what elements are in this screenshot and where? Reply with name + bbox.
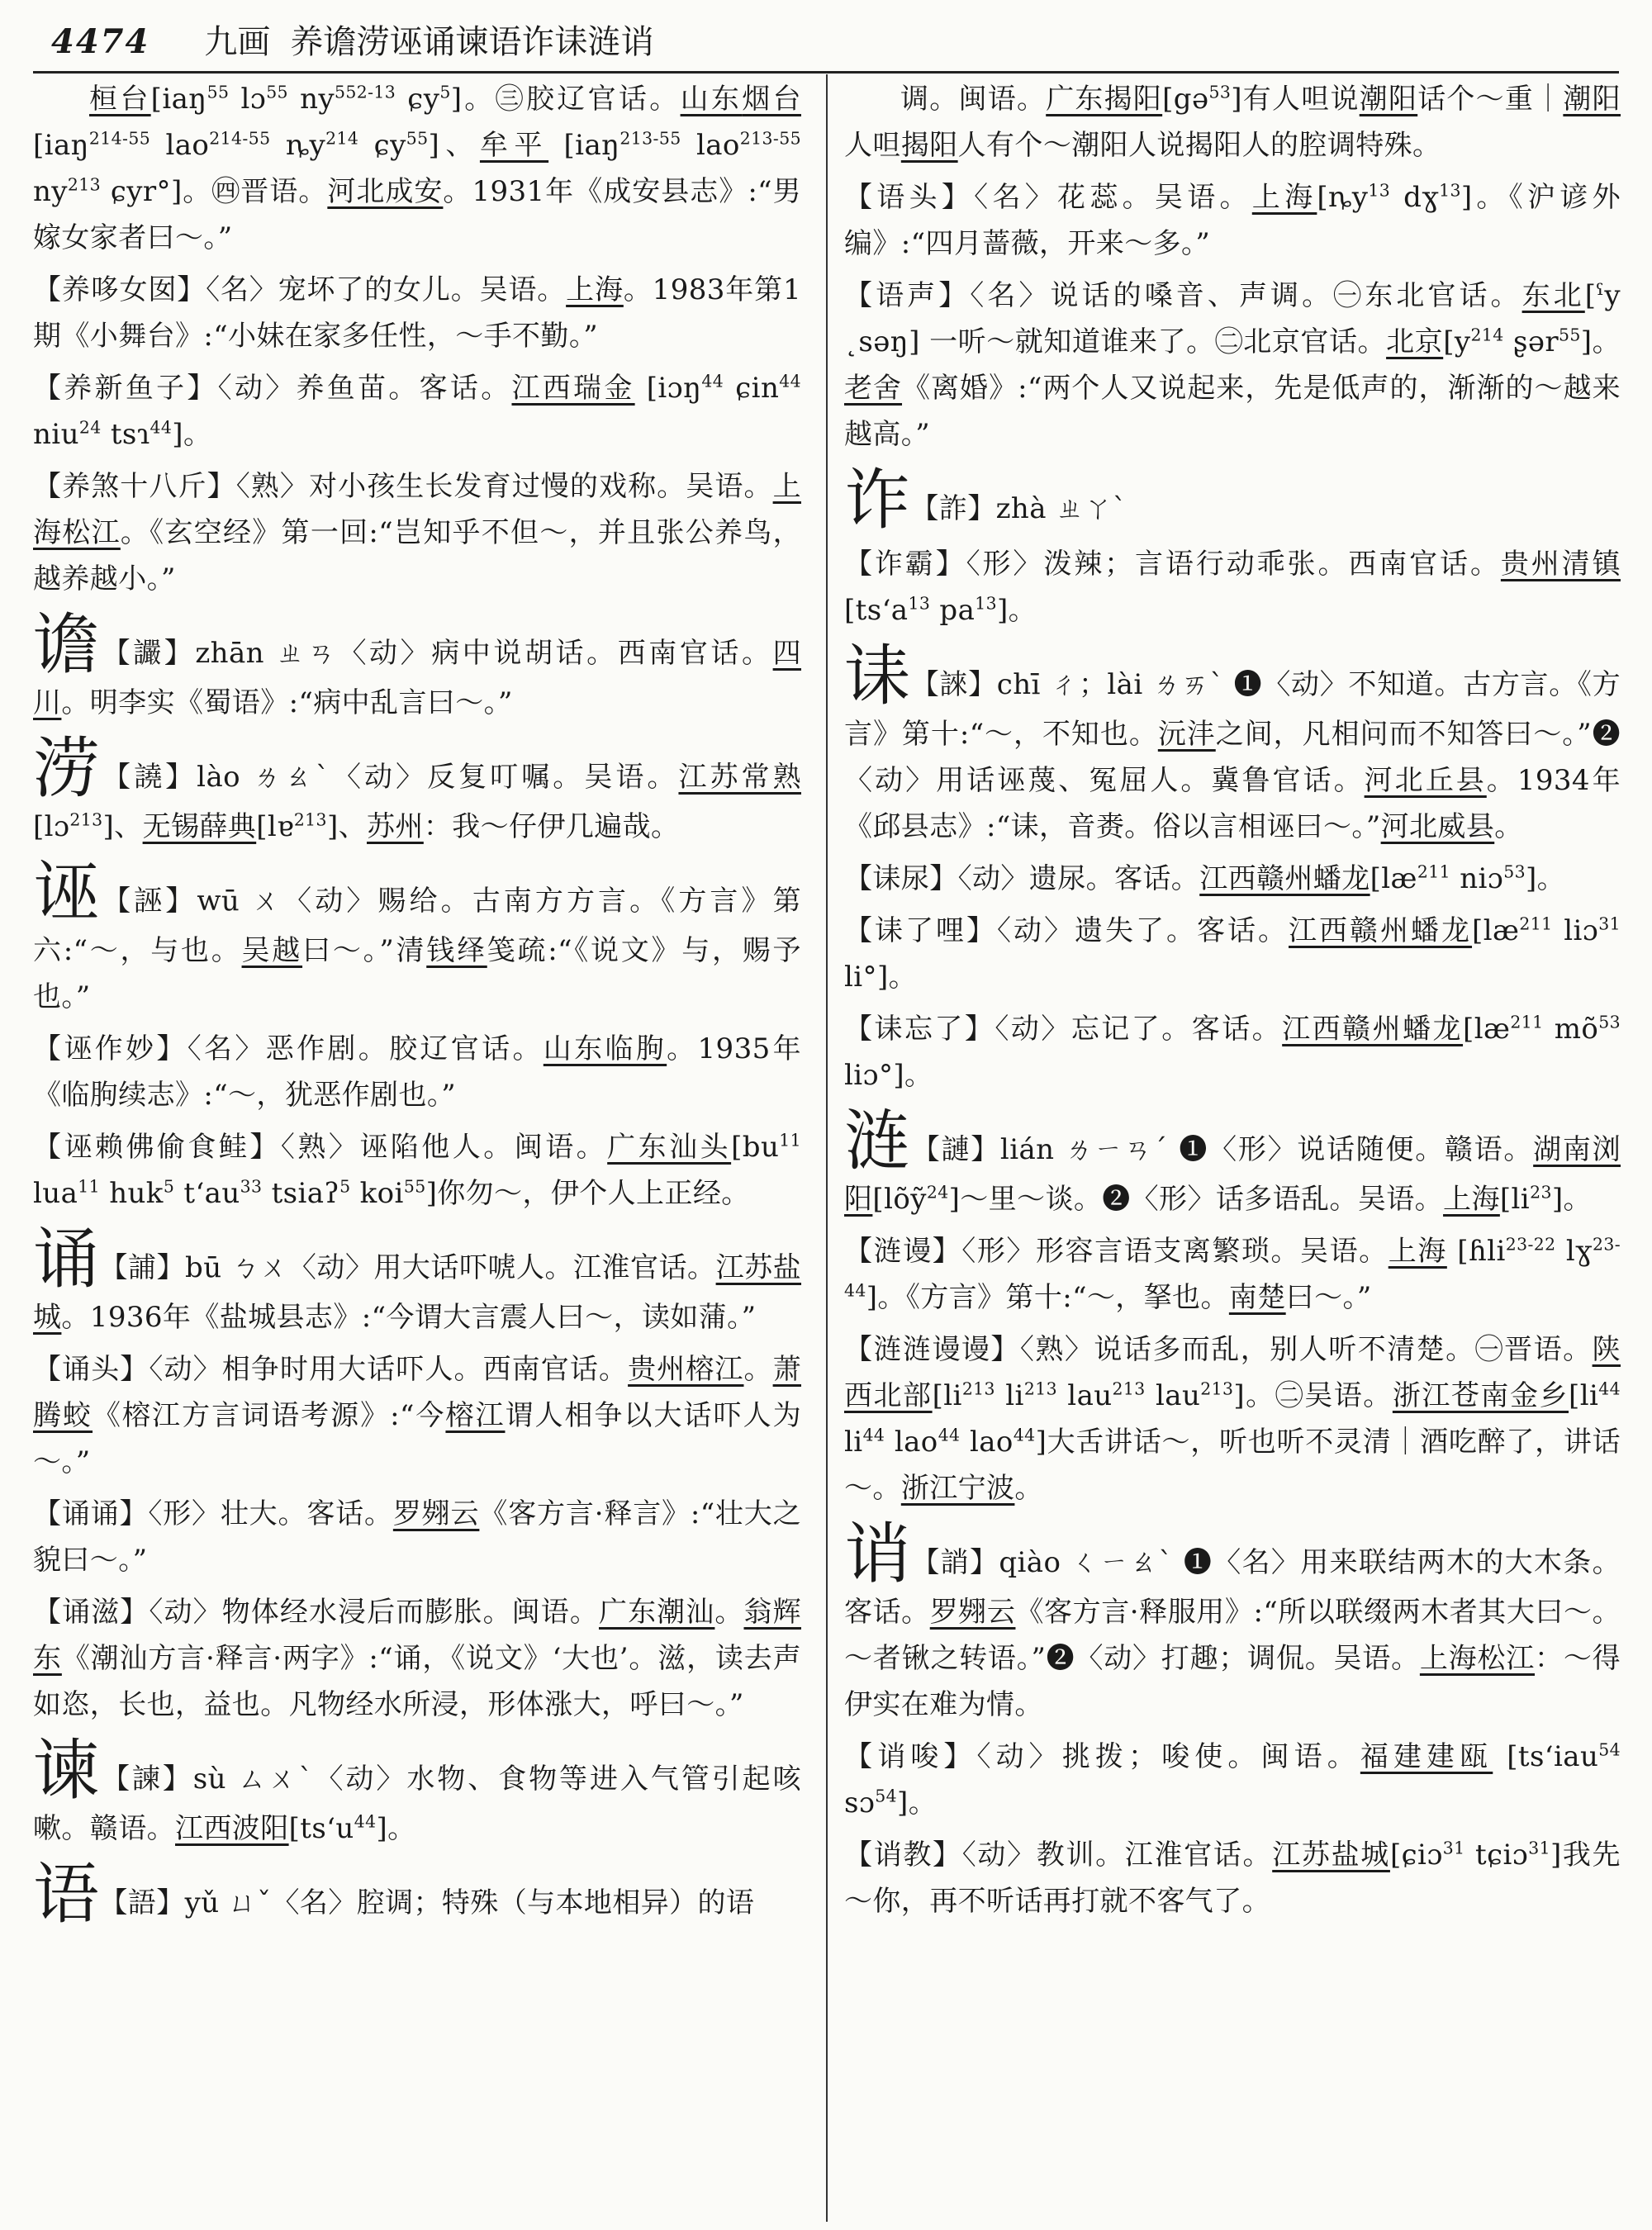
place-name: 浙江苍南金乡 (1392, 1379, 1569, 1412)
entry-text: lao (681, 129, 740, 162)
place-name: 四川 (33, 637, 802, 719)
entry-text: lɔ (229, 83, 267, 116)
entry-text: [læ (1370, 862, 1417, 895)
tone-superscript: 44 (701, 371, 724, 391)
tone-superscript: 214-55 (209, 128, 271, 149)
entry-text: 之间，凡相问而不知答曰～。”❷〈动〉用话诬蔑、冤屈人。冀鲁官话。 (844, 718, 1621, 797)
entry-text: 【涟涟谩谩】〈熟〉说话多而乱，别人听不清楚。㊀晋语。 (844, 1333, 1593, 1366)
place-name: 上海 (1251, 181, 1317, 214)
entry-text: [iaŋ (150, 83, 207, 116)
entry-text: 【诔尿】〈动〉遗尿。客话。 (844, 862, 1200, 895)
entry-text: 【诵滋】〈动〉物体经水浸后而膨胀。闽语。 (33, 1596, 599, 1629)
entry-text: 【语声】〈名〉说话的嗓音、声调。㊀东北官话。 (844, 279, 1522, 312)
entry-text: tsiaʔ (262, 1177, 340, 1210)
headword-character: 诵 (33, 1221, 100, 1298)
place-name: 上海 (1443, 1183, 1500, 1216)
entry-text: 【诬赖佛偷食鲑】〈熟〉诬陷他人。闽语。 (33, 1131, 608, 1164)
entry-text: ɕy (358, 129, 406, 162)
entry-text: [tsʻiau (1493, 1740, 1599, 1773)
entry-text: ʂər (1503, 325, 1559, 358)
headword-entry (33, 854, 801, 1020)
tone-superscript: 44 (862, 1425, 885, 1445)
entry-text: [li (932, 1379, 962, 1412)
tone-superscript: 44 (1598, 1378, 1621, 1399)
tone-superscript: 23-44 (844, 1234, 1621, 1301)
place-name: 湖南浏阳 (844, 1133, 1621, 1216)
entry-text: 人呾 (844, 129, 901, 162)
dictionary-entry (33, 1589, 801, 1728)
entry-text: 《离婚》:“两个人又说起来，先是低声的，渐渐的～越来越高。” (844, 372, 1621, 451)
tone-superscript: 5 (439, 82, 451, 102)
place-name: 广东揭阳 (1046, 83, 1163, 116)
tone-superscript: 211 (1519, 913, 1553, 934)
entry-text: ]。 (1551, 1183, 1592, 1216)
entry-text: 《潮汕方言·释言·两字》:“诵，《说文》‘大也’。滋，读去声如恣，长也，益也。凡物经水所浸，形体涨大，呼曰～。” (33, 1642, 801, 1721)
entry-text: ]、 (102, 810, 143, 843)
tone-superscript: 5 (339, 1176, 351, 1197)
tone-superscript: 23 (1530, 1182, 1552, 1203)
entry-text: li (995, 1379, 1024, 1412)
headword-character: 诮 (844, 1516, 912, 1592)
dictionary-entry (844, 1326, 1621, 1511)
entry-text: 。1936年《盐城县志》:“今谓大言震人曰～，读如蒲。” (61, 1301, 757, 1334)
place-name: 江西瑞金 (511, 372, 635, 405)
dictionary-entry (844, 541, 1621, 633)
entry-text: 。1935年《临朐续志》:“～，犹恶作剧也。” (33, 1032, 801, 1112)
dictionary-entry (33, 1026, 801, 1118)
place-name: 萧腾蛟 (33, 1353, 801, 1432)
tone-superscript: 5 (163, 1176, 175, 1197)
entry-text: ：我～仔伊几遍哉。 (423, 810, 680, 843)
tone-superscript: 53 (1598, 1012, 1621, 1032)
headword-character: 诔 (844, 638, 911, 714)
dictionary-entry (33, 267, 801, 359)
place-name: 上海松江 (33, 470, 801, 549)
tone-superscript: 11 (78, 1176, 100, 1197)
place-name: 上海松江 (1419, 1642, 1536, 1675)
entry-text: koi (350, 1177, 404, 1210)
page-number: 4474 (51, 22, 150, 61)
entry-text: 。 (1014, 1472, 1043, 1505)
entry-text: ]。 (1580, 325, 1621, 358)
tone-superscript: 13 (975, 593, 998, 614)
entry-text: huk (100, 1177, 164, 1210)
tone-superscript: 213 (293, 809, 327, 830)
place-name: 上海 (566, 273, 624, 306)
right-column (844, 76, 1621, 1930)
entry-text: ]我先～你，再不听话再打就不客气了。 (844, 1839, 1621, 1918)
entry-text: ny (33, 175, 68, 208)
headword-entry (844, 462, 1621, 539)
headword-character: 语 (33, 1856, 100, 1933)
tone-superscript: 23-22 (1505, 1234, 1556, 1255)
entry-text: [li (1569, 1379, 1599, 1412)
entry-text: ɕyr°]。㊃晋语。 (101, 175, 328, 208)
entry-text: niu (33, 418, 79, 451)
place-name: 北京 (1386, 325, 1444, 358)
place-name: 山东 (680, 83, 743, 116)
dictionary-entry (844, 174, 1621, 267)
place-name: 揭阳 (900, 129, 958, 162)
dictionary-entry (33, 1491, 801, 1583)
entry-text: [læ (1463, 1013, 1511, 1046)
entry-text: 【诵头】〈动〉相争时用大话吓人。西南官话。 (33, 1353, 629, 1386)
entry-text: 【养新鱼子】〈动〉养鱼苗。客话。 (33, 372, 512, 405)
entry-text: 【謰】lián ㄌㄧㄢˊ ❶〈形〉说话随便。赣语。 (911, 1133, 1534, 1166)
place-name: 无锡薛典 (142, 810, 257, 843)
entry-text: 【詐】zhà ㄓㄚˋ (910, 492, 1127, 525)
entry-text: ]。 (997, 594, 1037, 627)
entry-text: ]。《沪谚外编》:“四月蔷薇，开来～多。” (844, 181, 1621, 260)
entry-text: [li (1499, 1183, 1531, 1216)
tone-superscript: 31 (1598, 913, 1621, 934)
dictionary-entry (844, 1734, 1621, 1826)
tone-superscript: 44 (938, 1425, 961, 1445)
entry-text: 【讝】zhān ㄓㄢ〈动〉病中说胡话。西南官话。 (102, 637, 773, 670)
dictionary-entry (844, 908, 1621, 1000)
place-name: 潮阳 (1563, 83, 1621, 116)
page-headwords: 养谵涝诬诵谏语诈诔涟诮 (290, 23, 654, 61)
tone-superscript: 31 (1442, 1838, 1465, 1858)
entry-text: ]。㊂胶辽官话。 (450, 83, 681, 116)
entry-text: ]～里～谈。❷〈形〉话多语乱。吴语。 (948, 1183, 1444, 1216)
entry-text: 【养煞十八斤】〈熟〉对小孩生长发育过慢的戏称。吴语。 (33, 470, 773, 503)
entry-text: 调。闽语。 (900, 83, 1047, 116)
entry-text: 。1931年《成安县志》:“男嫁女家者曰～。” (33, 175, 801, 254)
tone-superscript: 214 (325, 128, 359, 149)
entry-text: tsɿ (101, 418, 150, 451)
tone-superscript: 55 (266, 82, 288, 102)
entry-text: 。 (743, 1353, 773, 1386)
header-rule (33, 71, 1619, 74)
entry-text: ]有人呾说 (1231, 83, 1360, 116)
dictionary-entry (844, 76, 1621, 168)
tone-superscript: 55 (206, 82, 230, 102)
tone-superscript: 213 (961, 1378, 995, 1399)
entry-text: lao (885, 1426, 938, 1459)
entry-text: [ȵy (1317, 181, 1369, 214)
place-name: 上海 (1388, 1235, 1447, 1268)
entry-text: lao (150, 129, 210, 162)
entry-text: ]你勿～，伊个人上正经。 (425, 1177, 750, 1210)
entry-text: sɔ (844, 1786, 876, 1820)
entry-text: ɕy (396, 83, 440, 116)
place-name: 河北威县 (1380, 810, 1495, 843)
entry-text: ȵy (270, 129, 326, 162)
place-name: 牟平 (479, 129, 549, 162)
place-name: 江西赣州蟠龙 (1289, 914, 1473, 947)
entry-text: [tsʻu (288, 1812, 354, 1845)
entry-text: 。 (714, 1596, 744, 1629)
entry-text: 【譊】lào ㄌㄠˋ〈动〉反复叮嘱。吴语。 (102, 761, 679, 794)
entry-text: tʻau (174, 1177, 240, 1210)
place-name: 烟台 (742, 83, 801, 116)
dictionary-entry (33, 1346, 801, 1485)
entry-text: ]大舌讲话～，听也听不灵清｜酒吃醉了，讲话～。 (844, 1426, 1621, 1505)
entry-text: [iaŋ (33, 129, 89, 162)
entry-text: 【诵诵】〈形〉壮大。客话。 (33, 1497, 393, 1530)
entry-text: 【誣】wū ㄨ〈动〉赐给。古南方方言。《方言》第六:“～，与也。 (33, 885, 801, 967)
headword-character: 诬 (33, 854, 103, 931)
column-divider (826, 74, 828, 2222)
entry-text: lɣ (1555, 1235, 1593, 1268)
place-name: 翁辉东 (33, 1596, 801, 1675)
entry-text: 【涟谩】〈形〉形容言语支离繁琐。吴语。 (844, 1235, 1389, 1268)
place-name: 潮阳 (1359, 83, 1418, 116)
place-name: 罗翙云 (392, 1497, 480, 1530)
entry-text: lau (1145, 1379, 1201, 1412)
place-name: 江苏盐城 (1272, 1839, 1390, 1872)
entry-text: ]、 (428, 129, 480, 162)
place-name: 江西赣州蟠龙 (1199, 862, 1370, 895)
entry-text: 人有个～潮阳人说揭阳人的腔调特殊。 (957, 129, 1441, 162)
entry-text: [ˤy ˛səŋ] 一听～就知道谁来了。㊁北京官话。 (844, 279, 1621, 358)
tone-superscript: 214 (1470, 325, 1504, 345)
place-name: 贵州榕江 (628, 1353, 744, 1386)
entry-text: ]。 (897, 1786, 938, 1820)
entry-text: 【语头】〈名〉花蕊。吴语。 (844, 181, 1252, 214)
entry-text: 【诮唆】〈动〉挑拨；唆使。闽语。 (844, 1740, 1360, 1773)
place-name: 贵州清镇 (1500, 548, 1621, 581)
place-name: 榕江 (445, 1399, 506, 1432)
tone-superscript: 44 (150, 417, 173, 438)
dictionary-entry (33, 76, 801, 261)
entry-text: dɣ (1390, 181, 1440, 214)
place-name: 东北 (1521, 279, 1585, 312)
entry-text: lua (33, 1177, 78, 1210)
place-name: 苏州 (367, 810, 424, 843)
tone-superscript: 44 (1013, 1425, 1036, 1445)
tone-superscript: 211 (1417, 861, 1451, 882)
place-name: 吴越 (241, 934, 303, 967)
entry-text: 谓人相争以大话吓人为～。” (33, 1399, 801, 1478)
place-name: 钱绎 (426, 934, 487, 967)
entry-text: 。1983年第1期《小舞台》:“小妹在家多任性，～手不勤。” (33, 273, 801, 353)
place-name: 福建建瓯 (1360, 1740, 1493, 1773)
place-name: 南楚 (1228, 1281, 1286, 1314)
entry-text: 《榕江方言词语考源》:“今 (93, 1399, 446, 1432)
entry-text: [iɔŋ (634, 372, 702, 405)
headword-character: 涝 (33, 730, 103, 807)
dictionary-entry (33, 463, 801, 602)
entry-text: 【誚】qiào ㄑㄧㄠˋ ❶〈名〉用来联结两木的大木条。客话。 (844, 1546, 1621, 1629)
headword-character: 谵 (33, 606, 102, 683)
entry-text: 【諫】sù ㄙㄨˋ〈动〉水物、食物等进入气管引起咳嗽。赣语。 (33, 1763, 802, 1845)
headword-entry (33, 1221, 802, 1340)
dictionary-entry (844, 856, 1621, 902)
headword-entry (844, 638, 1621, 850)
entry-text: 。《玄空经》第一回:“岂知乎不但～，并且张公养鸟，越养越小。” (33, 516, 801, 595)
headword-entry (33, 1856, 801, 1933)
entry-text: [ɕiɔ (1389, 1839, 1443, 1872)
entry-text: 【诔了哩】〈动〉遗失了。客话。 (844, 914, 1289, 947)
tone-superscript: 213 (1200, 1378, 1234, 1399)
place-name: 河北丘县 (1364, 764, 1487, 797)
entry-text: li°]。 (844, 961, 918, 994)
dictionary-entry (33, 1124, 801, 1217)
tone-superscript: 53 (1208, 82, 1232, 102)
entry-text: [ɦli (1446, 1235, 1506, 1268)
headword-character: 涟 (844, 1103, 912, 1179)
entry-text: [lɐ (256, 810, 294, 843)
entry-text: 【诈霸】〈形〉泼辣；言语行动乖张。西南官话。 (844, 548, 1501, 581)
headword-character: 诈 (844, 462, 911, 539)
entry-text: 。 (1494, 810, 1523, 843)
entry-text: niɔ (1450, 862, 1504, 895)
entry-text: liɔ (1552, 914, 1599, 947)
tone-superscript: 11 (779, 1130, 801, 1151)
entry-text: ：～得伊实在难为情。 (844, 1642, 1621, 1721)
entry-text: 【誧】bū ㄅㄨ〈动〉用大话吓唬人。江淮官话。 (99, 1251, 716, 1284)
tone-superscript: 213 (1023, 1378, 1057, 1399)
entry-text: [iaŋ (548, 129, 620, 162)
entry-text: ]。 (172, 418, 212, 451)
tone-superscript: 552-13 (334, 82, 396, 102)
left-column (33, 76, 801, 1935)
entry-text: 【诔忘了】〈动〉忘记了。客话。 (844, 1013, 1283, 1046)
place-name: 老舍 (844, 372, 903, 405)
entry-text: [y (1443, 325, 1471, 358)
place-name: 广东汕头 (607, 1131, 732, 1164)
entry-text: liɔ°]。 (844, 1059, 933, 1092)
tone-superscript: 54 (875, 1786, 898, 1806)
tone-superscript: 213 (1112, 1378, 1146, 1399)
place-name: 山东临朐 (543, 1032, 667, 1065)
tone-superscript: 44 (354, 1811, 377, 1832)
entry-text: ]。《方言》第十:“～，拏也。 (866, 1281, 1229, 1314)
tone-superscript: 211 (1510, 1012, 1544, 1032)
entry-text: 话个～重｜ (1417, 83, 1564, 116)
tone-superscript: 13 (1368, 180, 1391, 201)
tone-superscript: 214-55 (88, 128, 151, 149)
tone-superscript: 33 (240, 1176, 263, 1197)
entry-text: 。明李实《蜀语》:“病中乱言曰～。” (61, 686, 513, 719)
entry-text: tɕiɔ (1464, 1839, 1529, 1872)
entry-text: 。1934年《邱县志》:“诔，音赉。俗以言相诬曰～。” (844, 764, 1621, 843)
entry-text: [lõỹ (872, 1183, 927, 1216)
tone-superscript: 24 (926, 1182, 949, 1203)
entry-text: [bu (731, 1131, 780, 1164)
dictionary-entry (844, 1228, 1621, 1321)
tone-superscript: 54 (1598, 1739, 1621, 1760)
entry-text: 【诬作妙】〈名〉恶作剧。胶辽官话。 (33, 1032, 544, 1065)
entry-text: li (844, 1426, 863, 1459)
place-name: 河北成安 (327, 175, 444, 208)
place-name: 江苏常熟 (678, 761, 801, 794)
tone-superscript: 213 (69, 809, 103, 830)
entry-text: 《客方言·释言》: (479, 1497, 700, 1530)
dictionary-entry (844, 273, 1621, 458)
entry-text: lau (1056, 1379, 1113, 1412)
entry-text: 笺疏:“《说文》与，赐予也。” (33, 934, 801, 1013)
entry-text: [lɔ (33, 810, 70, 843)
entry-text: [tsʻa (844, 594, 909, 627)
place-name: 江西波阳 (175, 1812, 289, 1845)
entry-text: ɕin (724, 372, 780, 405)
dictionary-entry (844, 1006, 1621, 1098)
entry-text: mõ (1543, 1013, 1599, 1046)
tone-superscript: 31 (1528, 1838, 1550, 1858)
headword-entry (33, 730, 801, 850)
entry-text: ]。 (1526, 862, 1566, 895)
tone-superscript: 53 (1503, 861, 1526, 882)
entry-text: [gə (1162, 83, 1209, 116)
headword-entry (33, 606, 802, 726)
entry-text: ]、 (326, 810, 368, 843)
entry-text: pa (930, 594, 976, 627)
place-name: 罗翙云 (929, 1596, 1016, 1629)
place-name: 沅沣 (1157, 718, 1216, 751)
tone-superscript: 13 (908, 593, 931, 614)
tone-superscript: 55 (1559, 325, 1581, 345)
place-name: 江苏盐城 (33, 1251, 802, 1334)
entry-text: 【养哆女囡】〈名〉宠坏了的女儿。吴语。 (33, 273, 567, 306)
dictionary-entry (844, 1832, 1621, 1924)
place-name: 广东潮汕 (598, 1596, 715, 1629)
headword-entry (844, 1516, 1621, 1728)
place-name: 陕西北部 (844, 1333, 1621, 1412)
entry-text: 曰～。”清 (302, 934, 427, 967)
tone-superscript: 24 (78, 417, 102, 438)
tone-superscript: 55 (403, 1176, 426, 1197)
entry-text: 《客方言·释服用》:“所以联缀两木者其大曰～。～者锹之转语。”❷〈动〉打趣；调侃。吴语。 (844, 1596, 1621, 1675)
entry-text: 曰～。” (1285, 1281, 1372, 1314)
tone-superscript: 44 (779, 371, 801, 391)
dictionary-entry (33, 365, 801, 458)
tone-superscript: 213-55 (620, 128, 681, 149)
entry-text: 【誺】chī ㄔ；lài ㄌㄞˋ ❶〈动〉不知道。古方言。《方言》第十:“～，不知也。 (844, 668, 1621, 751)
entry-text: 【诮教】〈动〉教训。江淮官话。 (844, 1839, 1273, 1872)
place-name: 浙江宁波 (900, 1472, 1015, 1505)
headword-character: 谏 (33, 1732, 102, 1809)
page-header (51, 12, 1621, 73)
place-name: 桓台 (89, 83, 151, 116)
entry-text: ny (287, 83, 335, 116)
entry-text: 【語】yǔ ㄩˇ〈名〉腔调；特殊（与本地相异）的语 (99, 1886, 755, 1919)
entry-text: “壮大之貌曰～。” (33, 1497, 802, 1577)
tone-superscript: 213 (67, 174, 102, 195)
tone-superscript: 55 (406, 128, 429, 149)
headword-entry (33, 1732, 802, 1852)
entry-text: lao (960, 1426, 1014, 1459)
place-name: 江西赣州蟠龙 (1282, 1013, 1464, 1046)
entry-text: [læ (1472, 914, 1520, 947)
entry-text: ]。 (376, 1812, 416, 1845)
headword-entry (844, 1103, 1621, 1222)
tone-superscript: 213-55 (739, 128, 801, 149)
tone-superscript: 13 (1439, 180, 1461, 201)
section-label: 九画 (204, 23, 271, 61)
entry-text: ]。㊁吴语。 (1233, 1379, 1393, 1412)
